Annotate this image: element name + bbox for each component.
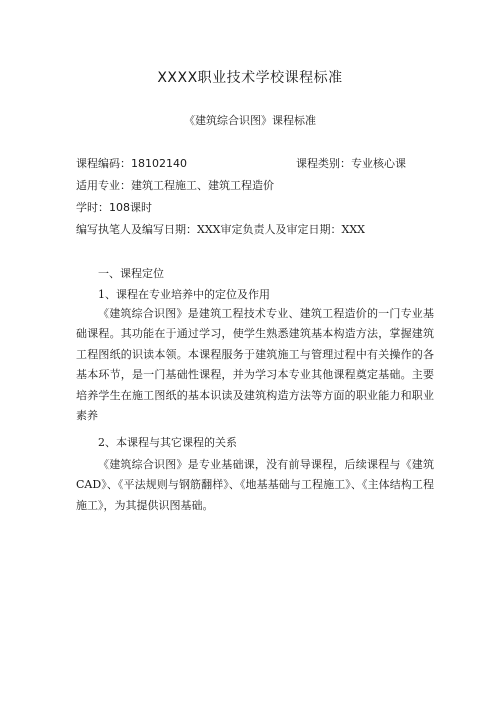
document-title: XXXX职业技术学校课程标准 <box>157 70 343 86</box>
authors-line: 编写执笔人及编写日期：XXX审定负责人及审定日期：XXX <box>76 223 365 236</box>
hours-label: 学时： <box>76 201 109 214</box>
course-code-value: 18102140 <box>131 157 187 170</box>
applicable-major: 适用专业：建筑工程施工、建筑工程造价 <box>76 179 274 192</box>
course-type: 课程类别：专业核心课 <box>296 157 406 170</box>
section-heading: 一、课程定位 <box>98 267 164 280</box>
course-code-label: 课程编码： <box>76 157 131 170</box>
subsection-2-paragraph: 《建筑综合识图》是专业基础课，没有前导课程，后续课程与《建筑CAD》、《平法规则与钢筋翻样》、《地基基础与工程施工》、《主体结构工程施工》，为其提供识图基础。 <box>76 458 434 512</box>
subsection-2-heading: 2、本课程与其它课程的关系 <box>98 436 237 449</box>
hours-line <box>76 199 152 215</box>
course-code-line <box>76 155 187 171</box>
subsection-1-paragraph: 《建筑综合识图》是建筑工程技术专业、建筑工程造价的一门专业基础课程。其功能在于通过学习，使学生熟悉建筑基本构造方法，掌握建筑工程图纸的识读本领。本课程服务于建筑施工与管理过程中有关操作的各基本环节，是一门基础性课程，并为学习本专业其他课程奠定基础。主要培养学生在施工图纸的基本识读及建筑构造方法等方面的职业能力和职业素养 <box>76 307 434 423</box>
document-subtitle: 《建筑综合识图》课程标准 <box>184 114 316 127</box>
hours-value: 108课时 <box>109 201 152 214</box>
subsection-1-heading: 1、课程在专业培养中的定位及作用 <box>98 288 270 301</box>
